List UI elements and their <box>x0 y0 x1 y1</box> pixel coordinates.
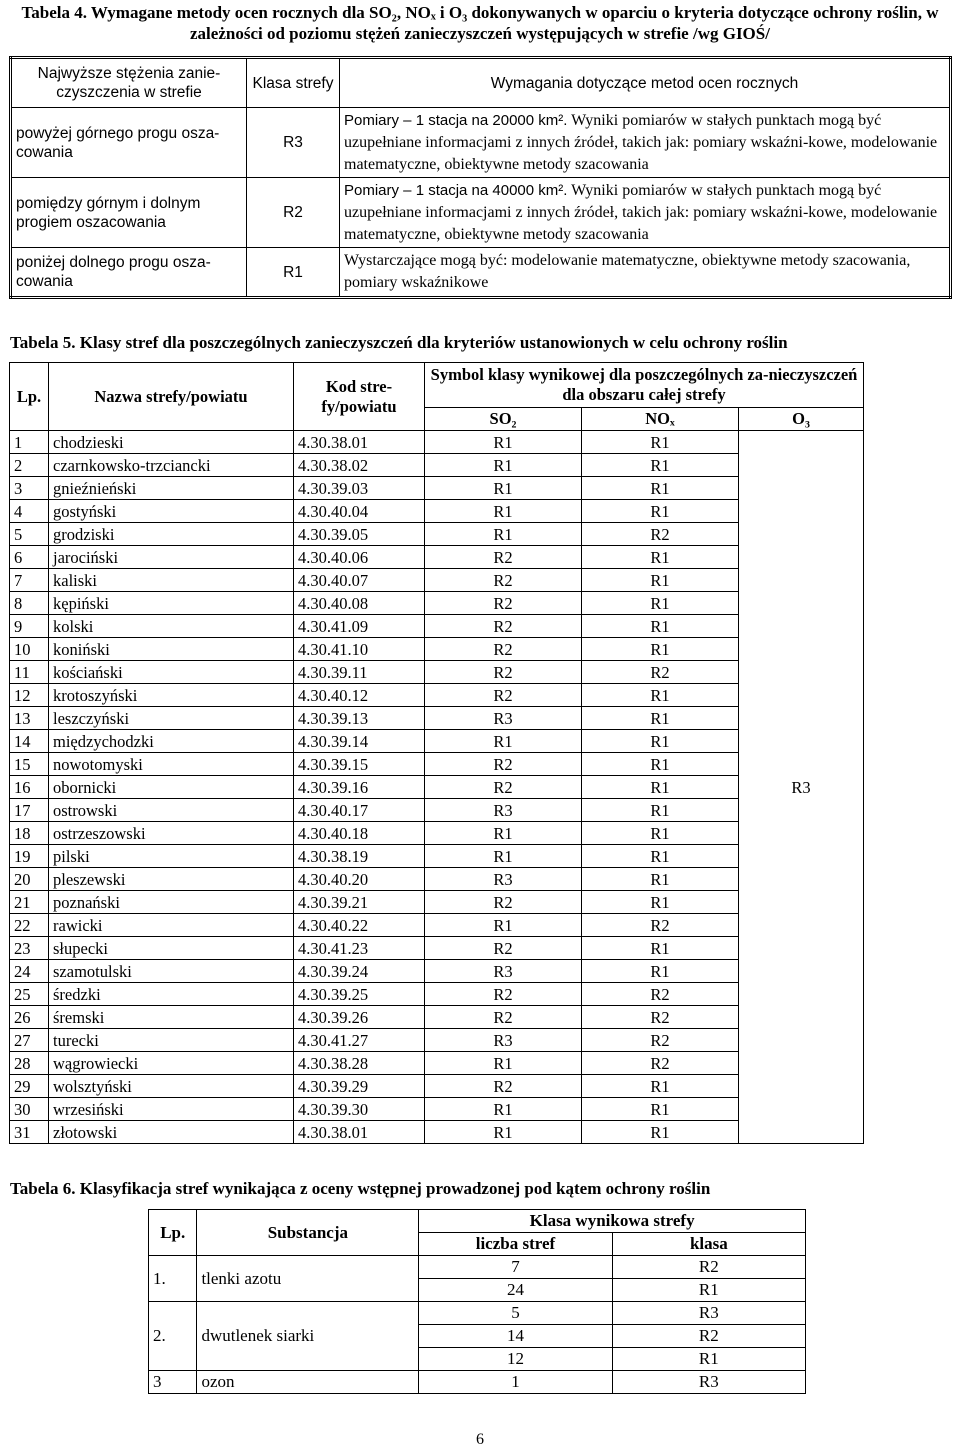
row-so2: R2 <box>425 638 582 661</box>
row-lp: 29 <box>10 1075 49 1098</box>
row-nox: R1 <box>582 799 739 822</box>
row-code: 4.30.40.04 <box>294 500 425 523</box>
table4-req-prefix: Pomiary – 1 stacja na 20000 km². <box>344 111 568 129</box>
row-lp: 23 <box>10 937 49 960</box>
row-code: 4.30.38.28 <box>294 1052 425 1075</box>
row-lp: 10 <box>10 638 49 661</box>
row-nox: R1 <box>582 845 739 868</box>
row-code: 4.30.40.12 <box>294 684 425 707</box>
row-name: ostrowski <box>49 799 294 822</box>
page-number: 6 <box>476 1431 484 1448</box>
table5 <box>9 362 864 1144</box>
row-so2: R1 <box>425 914 582 937</box>
table4-class: R1 <box>247 248 340 298</box>
row-name: słupecki <box>49 937 294 960</box>
row-lp: 2. <box>149 1302 197 1371</box>
row-nox: R1 <box>582 546 739 569</box>
table-row <box>10 638 864 661</box>
row-code: 4.30.39.30 <box>294 1098 425 1121</box>
row-so2: R1 <box>425 431 582 454</box>
row-count: 5 <box>419 1302 612 1325</box>
row-nox: R1 <box>582 730 739 753</box>
row-so2: R3 <box>425 960 582 983</box>
row-nox: R1 <box>582 937 739 960</box>
table4-class: R3 <box>247 108 340 178</box>
table-row <box>10 983 864 1006</box>
row-name: szamotulski <box>49 960 294 983</box>
row-lp: 1 <box>10 431 49 454</box>
table-row <box>10 477 864 500</box>
row-code: 4.30.39.13 <box>294 707 425 730</box>
row-nox: R1 <box>582 1075 739 1098</box>
row-name: nowotomyski <box>49 753 294 776</box>
table-row <box>10 1075 864 1098</box>
table-row <box>149 1371 806 1394</box>
row-code: 4.30.39.11 <box>294 661 425 684</box>
row-so2: R3 <box>425 868 582 891</box>
table4-req-prefix: Pomiary – 1 stacja na 40000 km². <box>344 181 568 199</box>
table5-header-so2: SO₂ <box>425 408 582 431</box>
row-name: gostyński <box>49 500 294 523</box>
row-so2: R3 <box>425 707 582 730</box>
row-count: 14 <box>419 1325 612 1348</box>
row-lp: 12 <box>10 684 49 707</box>
row-code: 4.30.40.08 <box>294 592 425 615</box>
table-row <box>10 753 864 776</box>
row-so2: R2 <box>425 776 582 799</box>
row-so2: R1 <box>425 523 582 546</box>
table4-class: R2 <box>247 178 340 248</box>
table-row <box>10 431 864 454</box>
row-so2: R1 <box>425 730 582 753</box>
table-row <box>149 1302 806 1325</box>
row-code: 4.30.40.07 <box>294 569 425 592</box>
table4-row <box>11 248 951 298</box>
row-code: 4.30.39.14 <box>294 730 425 753</box>
table4-header-level: Najwyższe stężenia zanie-czyszczenia w strefie <box>11 58 247 108</box>
row-nox: R1 <box>582 1098 739 1121</box>
table4-level: poniżej dolnego progu osza-cowania <box>11 248 247 298</box>
table-row <box>10 1029 864 1052</box>
row-nox: R2 <box>582 983 739 1006</box>
row-name: międzychodzki <box>49 730 294 753</box>
row-name: średzki <box>49 983 294 1006</box>
table5-header-o3: O₃ <box>739 408 864 431</box>
row-nox: R1 <box>582 776 739 799</box>
row-nox: R2 <box>582 523 739 546</box>
table-row <box>10 891 864 914</box>
row-nox: R1 <box>582 1121 739 1144</box>
table4-req-rest: Wyniki pomiarów w stałych punktach mogą być uzupełniane informacjami z innych źródeł, takich jak: pomiary wskaźni-kowe, modelowanie matematyczne, obiektywne metody szacowania <box>344 111 938 173</box>
row-code: 4.30.39.05 <box>294 523 425 546</box>
row-code: 4.30.39.24 <box>294 960 425 983</box>
table5-header-symbol: Symbol klasy wynikowej dla poszczególnych za-nieczyszczeń dla obszaru całej strefy <box>425 363 864 408</box>
table-row <box>10 822 864 845</box>
table6 <box>148 1209 806 1394</box>
row-lp: 19 <box>10 845 49 868</box>
table-row <box>10 1052 864 1075</box>
row-lp: 15 <box>10 753 49 776</box>
table-row <box>10 684 864 707</box>
row-name: kolski <box>49 615 294 638</box>
table-row <box>149 1256 806 1279</box>
row-name: kaliski <box>49 569 294 592</box>
row-code: 4.30.39.21 <box>294 891 425 914</box>
row-name: krotoszyński <box>49 684 294 707</box>
row-nox: R1 <box>582 707 739 730</box>
row-nox: R1 <box>582 684 739 707</box>
row-class: R3 <box>612 1302 805 1325</box>
table-row <box>10 546 864 569</box>
row-substance: dwutlenek siarki <box>197 1302 419 1371</box>
table5-caption: Tabela 5. Klasy stref dla poszczególnych zanieczyszczeń dla kryteriów ustanowionych w celu ochrony roślin <box>10 333 788 352</box>
table4-req <box>340 248 951 298</box>
table6-header-count: liczba stref <box>419 1233 612 1256</box>
row-code: 4.30.41.10 <box>294 638 425 661</box>
table-row <box>10 1121 864 1144</box>
row-name: chodzieski <box>49 431 294 454</box>
row-code: 4.30.41.23 <box>294 937 425 960</box>
row-lp: 21 <box>10 891 49 914</box>
table4 <box>9 56 952 299</box>
row-nox: R1 <box>582 477 739 500</box>
row-so2: R1 <box>425 1121 582 1144</box>
row-nox: R1 <box>582 454 739 477</box>
row-name: kościański <box>49 661 294 684</box>
row-code: 4.30.39.25 <box>294 983 425 1006</box>
table-row <box>10 523 864 546</box>
row-code: 4.30.38.02 <box>294 454 425 477</box>
row-nox: R1 <box>582 638 739 661</box>
table5-header-lp: Lp. <box>10 363 49 431</box>
row-lp: 13 <box>10 707 49 730</box>
row-name: poznański <box>49 891 294 914</box>
row-lp: 3 <box>10 477 49 500</box>
row-nox: R1 <box>582 569 739 592</box>
row-o3-merged: R3 <box>739 431 864 1144</box>
row-count: 12 <box>419 1348 612 1371</box>
table6-body <box>149 1256 806 1394</box>
row-code: 4.30.40.22 <box>294 914 425 937</box>
row-so2: R3 <box>425 799 582 822</box>
row-so2: R1 <box>425 1052 582 1075</box>
row-name: grodziski <box>49 523 294 546</box>
table4-header-class: Klasa strefy <box>247 58 340 108</box>
row-code: 4.30.40.18 <box>294 822 425 845</box>
row-lp: 1. <box>149 1256 197 1302</box>
row-code: 4.30.39.15 <box>294 753 425 776</box>
row-lp: 14 <box>10 730 49 753</box>
row-name: pilski <box>49 845 294 868</box>
row-code: 4.30.40.17 <box>294 799 425 822</box>
row-so2: R1 <box>425 454 582 477</box>
row-code: 4.30.38.01 <box>294 431 425 454</box>
row-so2: R2 <box>425 891 582 914</box>
row-nox: R1 <box>582 431 739 454</box>
row-lp: 31 <box>10 1121 49 1144</box>
row-name: jarociński <box>49 546 294 569</box>
row-name: kępiński <box>49 592 294 615</box>
table-row <box>10 845 864 868</box>
row-name: gnieźnieński <box>49 477 294 500</box>
table4-req <box>340 108 951 178</box>
row-code: 4.30.39.26 <box>294 1006 425 1029</box>
row-nox: R2 <box>582 914 739 937</box>
row-nox: R2 <box>582 661 739 684</box>
row-so2: R1 <box>425 845 582 868</box>
row-lp: 17 <box>10 799 49 822</box>
row-lp: 28 <box>10 1052 49 1075</box>
table4-row <box>11 108 951 178</box>
row-nox: R2 <box>582 1006 739 1029</box>
table-row <box>10 776 864 799</box>
row-so2: R2 <box>425 661 582 684</box>
row-count: 1 <box>419 1371 612 1394</box>
row-name: śremski <box>49 1006 294 1029</box>
table4-req-rest: Wyniki pomiarów w stałych punktach mogą być uzupełniane informacjami z innych źródeł, takich jak: pomiary wskaźni-kowe, modelowanie matematyczne, obiektywne metody szacowania <box>344 181 938 243</box>
row-name: wągrowiecki <box>49 1052 294 1075</box>
row-lp: 24 <box>10 960 49 983</box>
table6-header-class: klasa <box>612 1233 805 1256</box>
row-so2: R2 <box>425 1075 582 1098</box>
row-so2: R2 <box>425 753 582 776</box>
row-so2: R2 <box>425 592 582 615</box>
table5-header-nox: NOₓ <box>582 408 739 431</box>
row-lp: 16 <box>10 776 49 799</box>
table-row <box>10 454 864 477</box>
row-class: R1 <box>612 1348 805 1371</box>
row-name: koniński <box>49 638 294 661</box>
row-name: leszczyński <box>49 707 294 730</box>
row-name: pleszewski <box>49 868 294 891</box>
row-so2: R2 <box>425 684 582 707</box>
table-row <box>10 661 864 684</box>
row-so2: R2 <box>425 546 582 569</box>
row-code: 4.30.39.29 <box>294 1075 425 1098</box>
table-row <box>10 1006 864 1029</box>
row-so2: R2 <box>425 937 582 960</box>
table4-caption: Tabela 4. Wymagane metody ocen rocznych dla SO₂, NOₓ i O₃ dokonywanych w oparciu o kryteria dotyczące ochrony roślin, w zależności od poziomu stężeń zanieczyszczeń występujących w strefie /wg GIOŚ/ <box>21 3 939 43</box>
row-count: 7 <box>419 1256 612 1279</box>
table6-header-substance: Substancja <box>197 1210 419 1256</box>
table-row <box>10 1098 864 1121</box>
row-lp: 22 <box>10 914 49 937</box>
row-class: R2 <box>612 1256 805 1279</box>
row-nox: R1 <box>582 615 739 638</box>
row-lp: 30 <box>10 1098 49 1121</box>
row-nox: R1 <box>582 500 739 523</box>
row-code: 4.30.39.03 <box>294 477 425 500</box>
row-substance: tlenki azotu <box>197 1256 419 1302</box>
row-lp: 5 <box>10 523 49 546</box>
row-nox: R1 <box>582 592 739 615</box>
row-code: 4.30.41.09 <box>294 615 425 638</box>
table5-header-code: Kod stre-fy/powiatu <box>294 363 425 431</box>
table-row <box>10 868 864 891</box>
row-lp: 3 <box>149 1371 197 1394</box>
row-nox: R1 <box>582 891 739 914</box>
table-row <box>10 569 864 592</box>
row-lp: 26 <box>10 1006 49 1029</box>
row-so2: R1 <box>425 477 582 500</box>
row-so2: R1 <box>425 500 582 523</box>
row-lp: 18 <box>10 822 49 845</box>
table5-header-name: Nazwa strefy/powiatu <box>49 363 294 431</box>
row-code: 4.30.39.16 <box>294 776 425 799</box>
row-lp: 9 <box>10 615 49 638</box>
table4-header-req: Wymagania dotyczące metod ocen rocznych <box>340 58 951 108</box>
row-so2: R2 <box>425 983 582 1006</box>
row-name: wrzesiński <box>49 1098 294 1121</box>
row-name: rawicki <box>49 914 294 937</box>
row-nox: R1 <box>582 822 739 845</box>
table4-level: pomiędzy górnym i dolnym progiem oszacowania <box>11 178 247 248</box>
row-count: 24 <box>419 1279 612 1302</box>
row-substance: ozon <box>197 1371 419 1394</box>
table-row <box>10 937 864 960</box>
row-name: wolsztyński <box>49 1075 294 1098</box>
row-lp: 11 <box>10 661 49 684</box>
row-so2: R2 <box>425 569 582 592</box>
row-code: 4.30.40.06 <box>294 546 425 569</box>
table-row <box>10 914 864 937</box>
row-nox: R1 <box>582 868 739 891</box>
row-lp: 27 <box>10 1029 49 1052</box>
row-code: 4.30.41.27 <box>294 1029 425 1052</box>
row-nox: R1 <box>582 960 739 983</box>
row-lp: 25 <box>10 983 49 1006</box>
table-row <box>10 960 864 983</box>
row-name: ostrzeszowski <box>49 822 294 845</box>
table-row <box>10 592 864 615</box>
row-lp: 20 <box>10 868 49 891</box>
table5-body <box>10 431 864 1144</box>
row-so2: R2 <box>425 1006 582 1029</box>
table4-level: powyżej górnego progu osza-cowania <box>11 108 247 178</box>
row-nox: R2 <box>582 1029 739 1052</box>
row-so2: R1 <box>425 822 582 845</box>
row-so2: R1 <box>425 1098 582 1121</box>
table-row <box>10 730 864 753</box>
table-row <box>10 707 864 730</box>
row-so2: R2 <box>425 615 582 638</box>
row-lp: 7 <box>10 569 49 592</box>
table4-row <box>11 178 951 248</box>
row-class: R3 <box>612 1371 805 1394</box>
table4-req <box>340 178 951 248</box>
row-name: turecki <box>49 1029 294 1052</box>
row-lp: 8 <box>10 592 49 615</box>
row-code: 4.30.40.20 <box>294 868 425 891</box>
table6-caption: Tabela 6. Klasyfikacja stref wynikająca z oceny wstępnej prowadzonej pod kątem ochrony roślin <box>10 1179 711 1198</box>
table-row <box>10 615 864 638</box>
table4-req-rest: Wystarczające mogą być: modelowanie matematyczne, obiektywne metody szacowania, pomiary wskaźnikowe <box>344 252 911 291</box>
row-code: 4.30.38.01 <box>294 1121 425 1144</box>
table6-header-lp: Lp. <box>149 1210 197 1256</box>
row-so2: R3 <box>425 1029 582 1052</box>
row-class: R2 <box>612 1325 805 1348</box>
row-name: czarnkowsko-trzciancki <box>49 454 294 477</box>
row-name: złotowski <box>49 1121 294 1144</box>
row-lp: 6 <box>10 546 49 569</box>
row-name: obornicki <box>49 776 294 799</box>
table-row <box>10 799 864 822</box>
row-lp: 2 <box>10 454 49 477</box>
row-nox: R1 <box>582 753 739 776</box>
table-row <box>10 500 864 523</box>
row-nox: R2 <box>582 1052 739 1075</box>
row-class: R1 <box>612 1279 805 1302</box>
row-lp: 4 <box>10 500 49 523</box>
row-code: 4.30.38.19 <box>294 845 425 868</box>
table6-header-group: Klasa wynikowa strefy <box>419 1210 806 1233</box>
